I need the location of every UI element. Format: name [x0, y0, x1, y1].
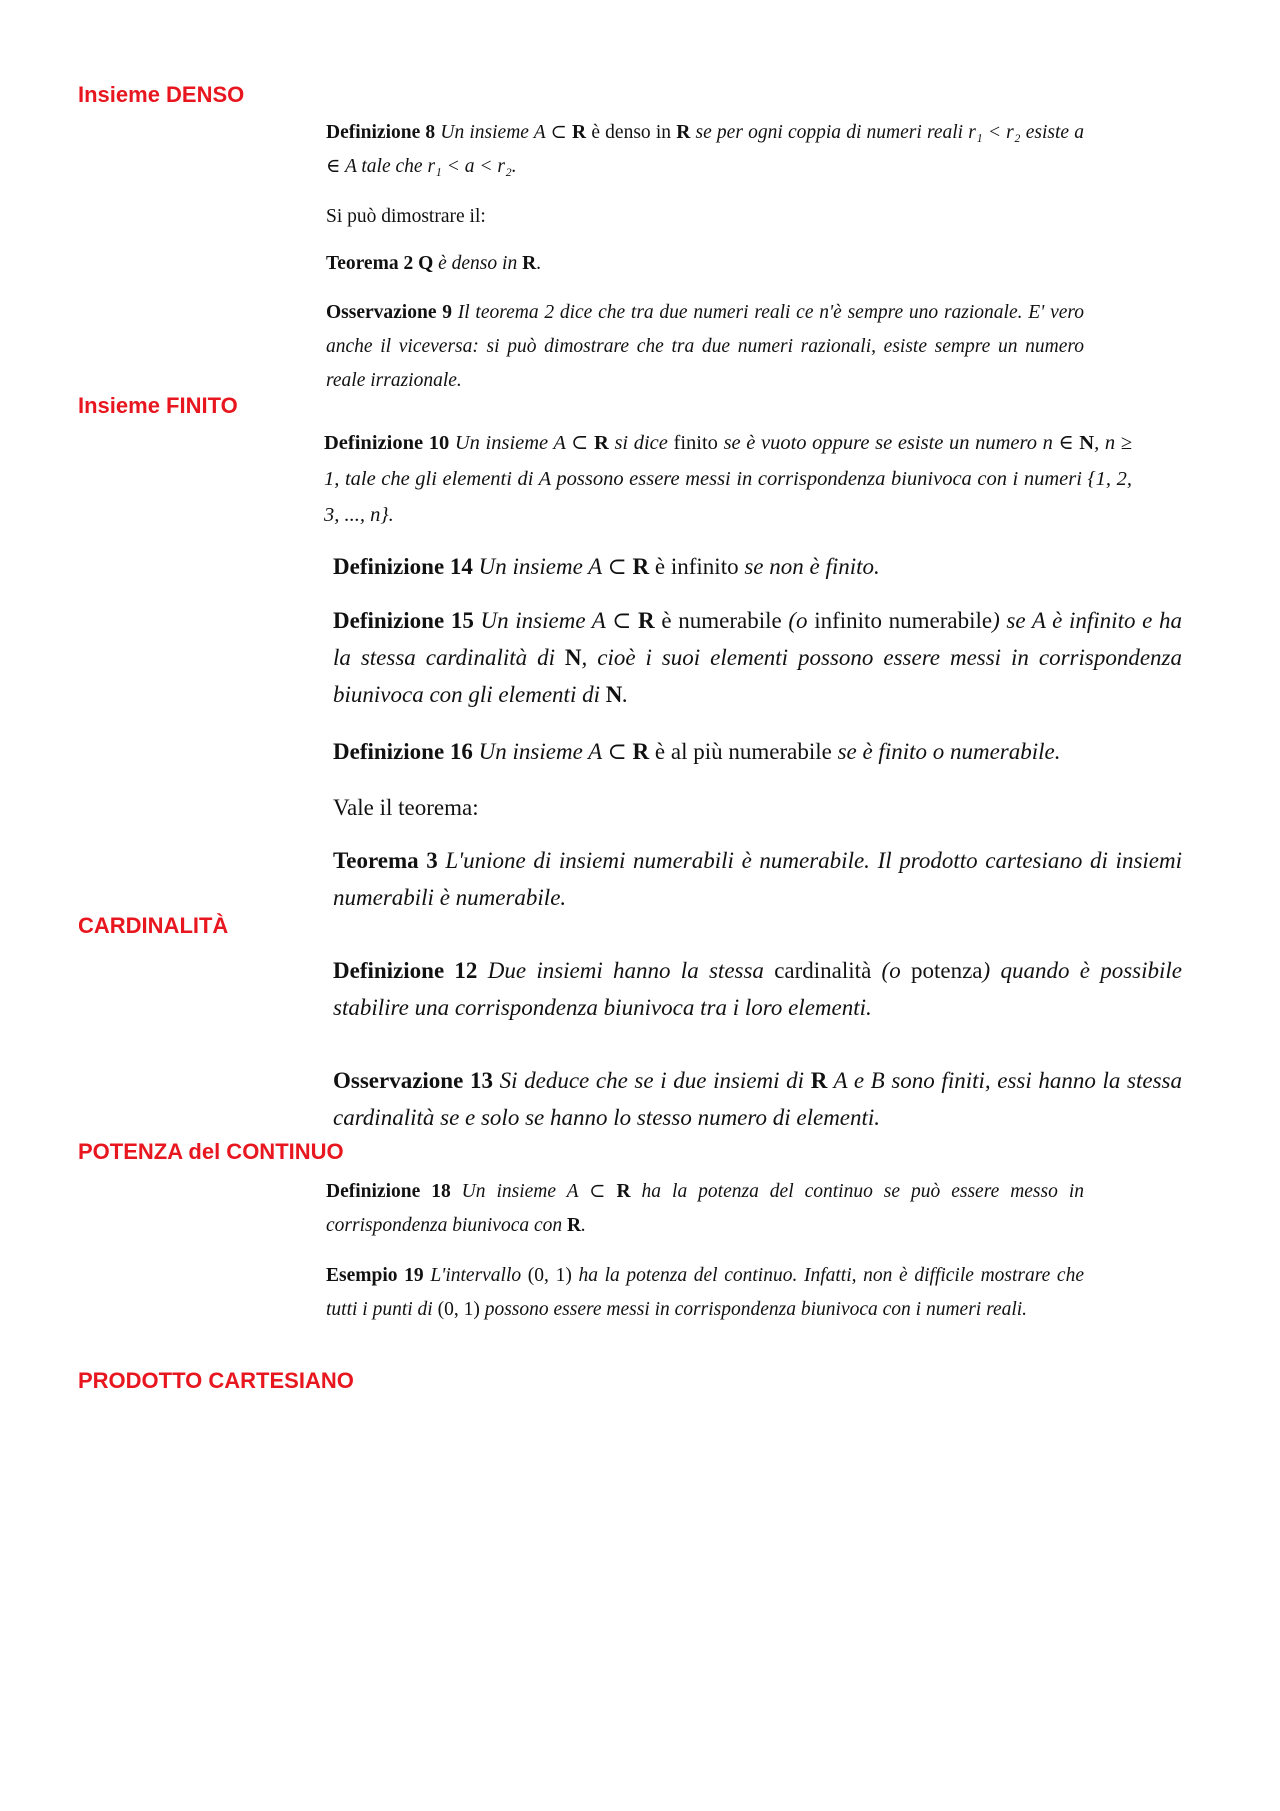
definition-12	[333, 952, 1182, 1026]
definition-15	[333, 602, 1182, 713]
heading-cardinalita: CARDINALITÀ	[78, 913, 229, 938]
observation-13-text: Si deduce che se i due insiemi di R A e B sono finiti, essi hanno la stessa cardinalità se e solo se hanno lo stesso numero di elementi.	[333, 1068, 1183, 1130]
definition-15-label: Definizione 15	[333, 608, 474, 633]
definition-12-label: Definizione 12	[333, 958, 478, 983]
definition-10-text: Un insieme A ⊂ R si dice finito se è vuoto oppure se esiste un numero n ∈ N, n ≥ 1, tale che gli elementi di A possono essere messi in corrispondenza biunivoca con i numeri {1, 2, 3, ..., n}.	[324, 432, 1132, 526]
theorem-2-label: Teorema 2	[326, 253, 414, 274]
vale-il-teorema: Vale il teorema:	[333, 795, 479, 820]
definition-14-label: Definizione 14	[333, 554, 473, 579]
definition-16-text: Un insieme A ⊂ R è al più numerabile se è finito o numerabile.	[478, 739, 1061, 764]
si-puo-dimostrare: Si può dimostrare il:	[326, 206, 486, 227]
observation-13-label: Osservazione 13	[333, 1068, 493, 1093]
definition-18	[326, 1175, 1084, 1243]
observation-9	[326, 296, 1084, 398]
definition-8-text: Un insieme A ⊂ R è denso in R se per ogni coppia di numeri reali r₁ < r₂ esiste a ∈ A tale che r₁ < a < r₂.	[326, 122, 1084, 177]
definition-14-text: Un insieme A ⊂ R è infinito se non è finito.	[478, 554, 880, 579]
theorem-3-text: L'unione di insiemi numerabili è numerabile. Il prodotto cartesiano di insiemi numerabili è numerabile.	[333, 848, 1183, 910]
heading-insieme-finito: Insieme FINITO	[78, 393, 238, 418]
observation-9-label: Osservazione 9	[326, 302, 452, 323]
theorem-3-label: Teorema 3	[333, 848, 438, 873]
definition-12-text: Due insiemi hanno la stessa cardinalità (o potenza) quando è possibile stabilire una corrispondenza biunivoca tra i loro elementi.	[333, 958, 1182, 1020]
heading-insieme-denso: Insieme DENSO	[78, 82, 245, 107]
observation-13	[333, 1062, 1182, 1136]
definition-8	[326, 116, 1084, 184]
definition-18-label: Definizione 18	[326, 1181, 451, 1202]
definition-8-label: Definizione 8	[326, 122, 436, 143]
definition-14	[333, 548, 1182, 585]
definition-15-text: Un insieme A ⊂ R è numerabile (o infinito numerabile) se A è infinito e ha la stessa cardinalità di N, cioè i suoi elementi possono essere messi in corrispondenza biunivoca con gli elementi di N.	[333, 608, 1183, 707]
example-19-label: Esempio 19	[326, 1265, 424, 1286]
theorem-2: Teorema 2 Q è denso in R.	[326, 253, 542, 274]
example-19	[326, 1259, 1084, 1327]
definition-10	[324, 425, 1132, 533]
heading-prodotto-cartesiano: PRODOTTO CARTESIANO	[78, 1368, 354, 1393]
definition-10-label: Definizione 10	[324, 432, 450, 454]
observation-9-text: Il teorema 2 dice che tra due numeri reali ce n'è sempre uno razionale. E' vero anche il viceversa: si può dimostrare che tra due numeri razionali, esiste sempre un numero reale irrazionale.	[326, 302, 1084, 391]
definition-16-label: Definizione 16	[333, 739, 473, 764]
definition-18-text: Un insieme A ⊂ R ha la potenza del continuo se può essere messo in corrispondenza biunivoca con R.	[326, 1181, 1084, 1236]
example-19-text: L'intervallo (0, 1) ha la potenza del continuo. Infatti, non è difficile mostrare che tutti i punti di (0, 1) possono essere messi in corrispondenza biunivoca con i numeri reali.	[326, 1265, 1084, 1320]
heading-potenza-del-continuo: POTENZA del CONTINUO	[78, 1139, 344, 1164]
theorem-3	[333, 842, 1182, 916]
definition-16	[333, 733, 1182, 770]
